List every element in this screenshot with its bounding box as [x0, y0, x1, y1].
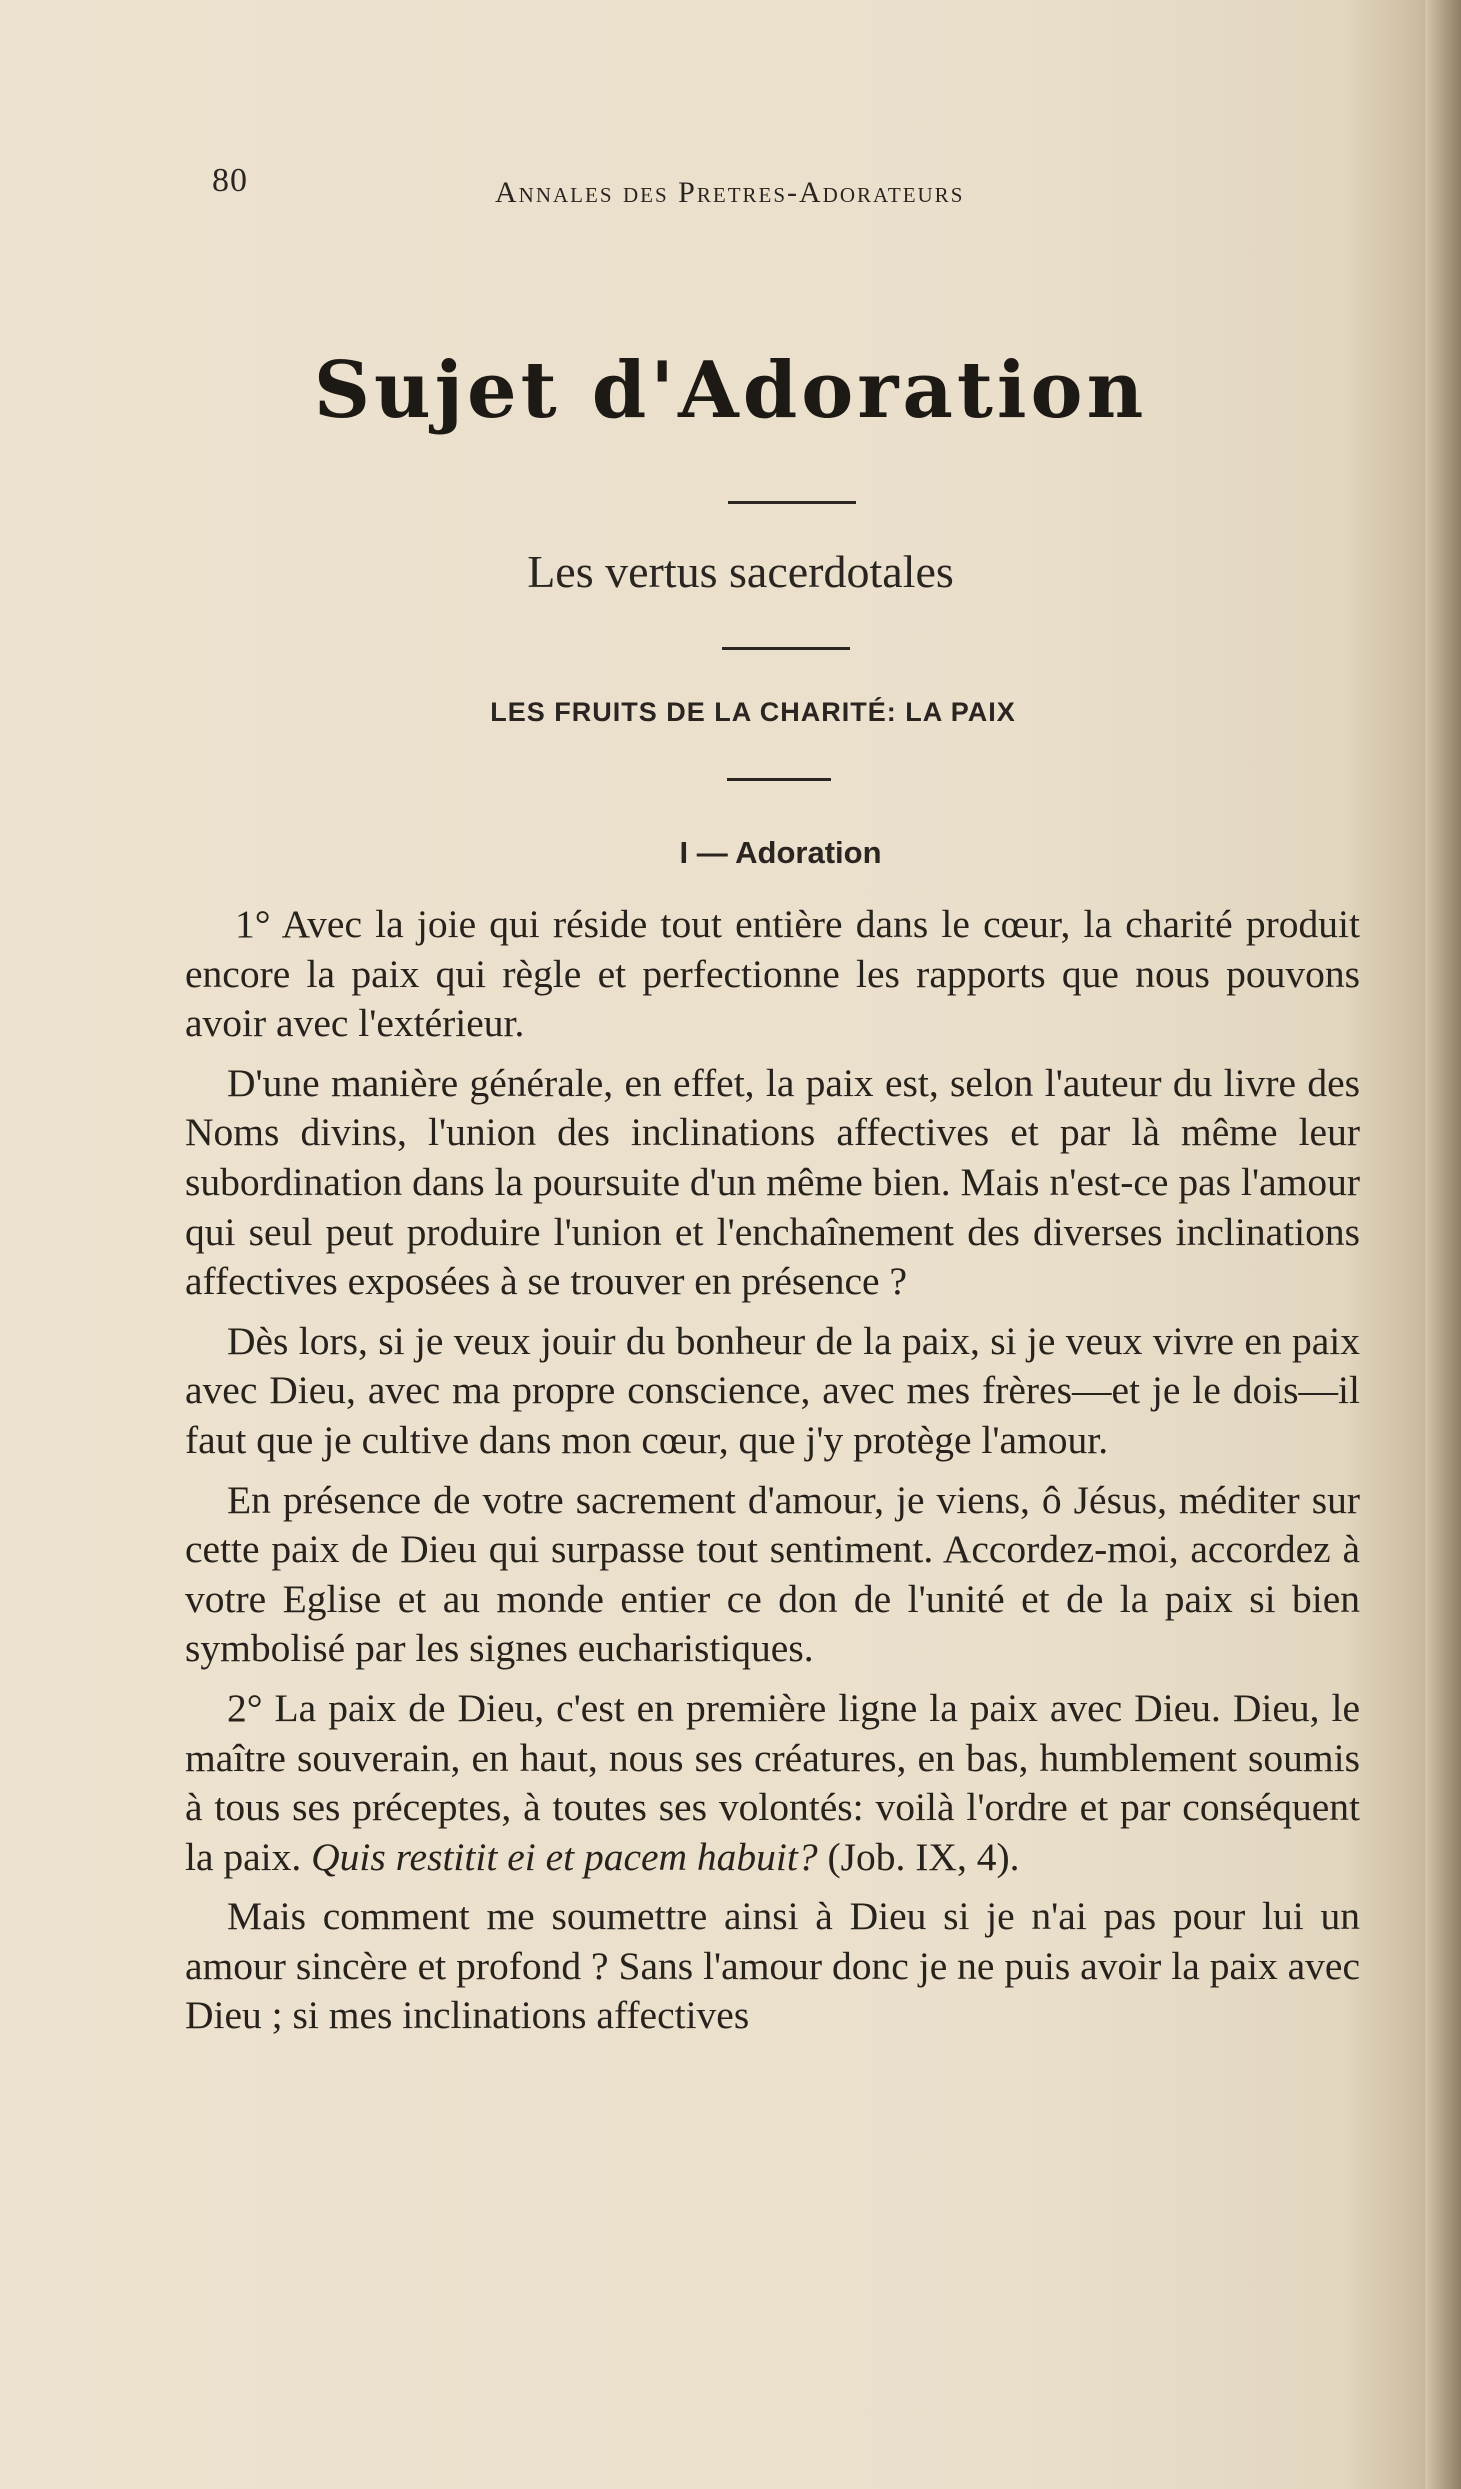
- paragraph: 1° Avec la joie qui réside tout entière dans le cœur, la charité produit encore la paix qui règle et perfectionne les rapports que nous pouvons avoir avec l'extérieur.: [185, 902, 1360, 1046]
- scripture-reference: (Job. IX, 4).: [827, 1834, 1020, 1879]
- paragraph: Dès lors, si je veux jouir du bonheur de la paix, si je veux vivre en paix avec Dieu, avec ma propre conscience, avec mes frères—et je le dois—il faut que je cultive dans mon cœur, que j'y protège l'amour.: [185, 1318, 1360, 1462]
- paragraph: En présence de votre sacrement d'amour, je viens, ô Jésus, méditer sur cette paix de Dieu qui surpasse tout sentiment. Accordez-moi, accordez à votre Eglise et au monde entier ce don de l'unité et de la paix si bien symbolisé par les signes eucharistiques.: [185, 1477, 1360, 1671]
- paragraph: Mais comment me soumettre ainsi à Dieu si je n'ai pas pour lui un amour sincère et profond ? Sans l'amour donc je ne puis avoir la paix avec Dieu ; si mes inclinations affectives: [185, 1894, 1360, 2038]
- divider-rule: [722, 647, 850, 650]
- part-heading: I — Adoration: [679, 835, 882, 870]
- body-text: [185, 900, 1360, 2051]
- paragraph: [185, 1684, 1360, 1882]
- subtitle: Les vertus sacerdotales: [527, 546, 954, 597]
- paragraph: D'une manière générale, en effet, la paix est, selon l'auteur du livre des Noms divins, l'union des inclinations affectives et par là même leur subordination dans la poursuite d'un même bien. Mais n'est-ce pas l'amour qui seul peut produire l'union et l'enchaînement des diverses inclinations affectives exposées à se trouver en présence ?: [185, 1060, 1360, 1304]
- divider-rule: [727, 778, 831, 781]
- divider-rule: [728, 501, 856, 504]
- paragraph-text: 2° La paix de Dieu, c'est en première ligne la paix avec Dieu. Dieu, le maître souverain, en haut, nous ses créatures, en bas, humblement soumis à tous ses préceptes, à toutes ses volontés: voilà l'ordre et par conséquent la paix.: [185, 1685, 1360, 1879]
- running-header: Annales des Pretres-Adorateurs: [495, 176, 965, 209]
- page-title: Sujet d'Adoration: [313, 345, 1148, 436]
- page-number: 80: [212, 162, 248, 199]
- section-heading: LES FRUITS DE LA CHARITÉ: LA PAIX: [490, 697, 1016, 727]
- latin-quote: Quis restitit ei et pacem habuit?: [311, 1834, 818, 1879]
